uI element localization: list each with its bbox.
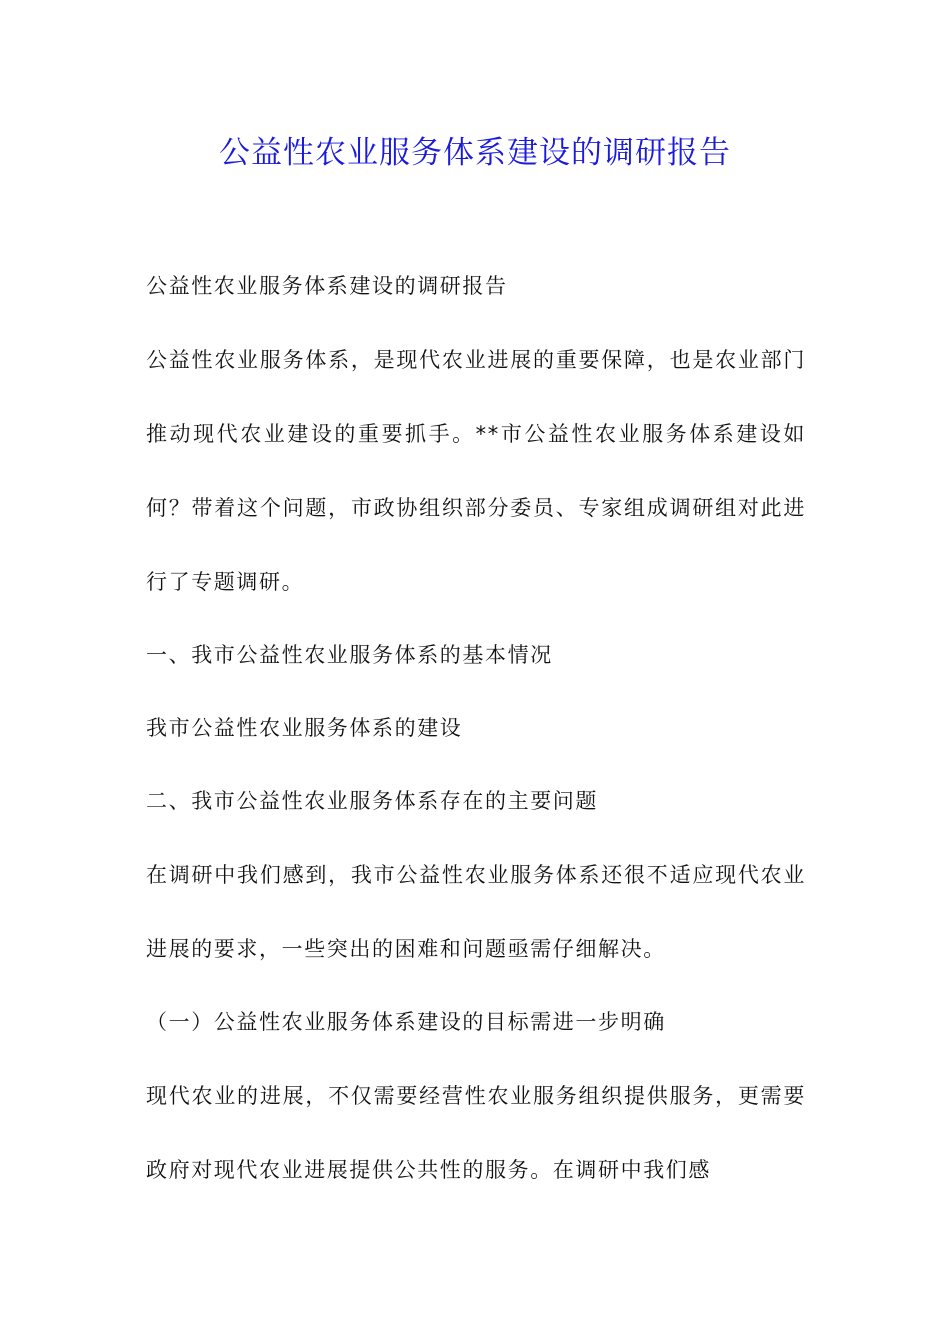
section-heading-2: 二、我市公益性农业服务体系存在的主要问题 <box>146 789 598 813</box>
section-heading-1: 一、我市公益性农业服务体系的基本情况 <box>146 643 553 667</box>
section-1-paragraph: 我市公益性农业服务体系的建设 <box>146 716 463 740</box>
document-body <box>146 262 806 1219</box>
section-2-paragraph: 在调研中我们感到，我市公益性农业服务体系还很不适应现代农业进展的要求，一些突出的困难和问题亟需仔细解决。 <box>146 863 806 961</box>
subsection-heading-1: （一）公益性农业服务体系建设的目标需进一步明确 <box>146 1010 666 1034</box>
subtitle-paragraph: 公益性农业服务体系建设的调研报告 <box>146 274 508 298</box>
subsection-1-paragraph: 现代农业的进展，不仅需要经营性农业服务组织提供服务，更需要政府对现代农业进展提供公共性的服务。在调研中我们感 <box>146 1084 806 1182</box>
document-title: 公益性农业服务体系建设的调研报告 <box>219 135 731 171</box>
intro-paragraph: 公益性农业服务体系，是现代农业进展的重要保障，也是农业部门推动现代农业建设的重要抓手。**市公益性农业服务体系建设如何？带着这个问题，市政协组织部分委员、专家组成调研组对此进行了专题调研。 <box>146 348 806 594</box>
